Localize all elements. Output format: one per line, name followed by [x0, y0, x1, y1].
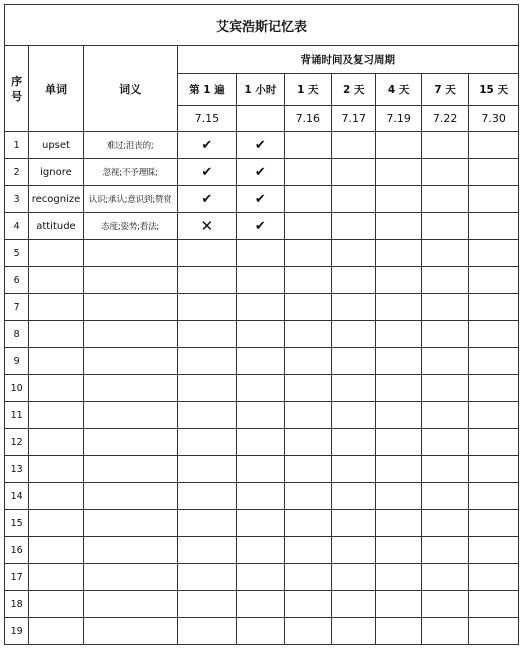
mark-cell[interactable] — [284, 618, 331, 645]
date-cell-1hour[interactable] — [237, 106, 284, 132]
mark-cell[interactable] — [284, 537, 331, 564]
mark-cell[interactable] — [237, 591, 284, 618]
mark-cell[interactable] — [177, 618, 237, 645]
mark-cell[interactable] — [376, 510, 421, 537]
cross-mark-icon[interactable]: ✕ — [177, 213, 237, 240]
table-row — [5, 348, 519, 375]
mark-cell[interactable] — [237, 375, 284, 402]
definition-cell[interactable] — [83, 267, 177, 294]
mark-cell[interactable] — [237, 537, 284, 564]
mark-cell[interactable] — [421, 159, 468, 186]
mark-cell[interactable] — [421, 510, 468, 537]
word-cell[interactable] — [29, 240, 84, 267]
mark-cell[interactable] — [332, 483, 376, 510]
mark-cell[interactable] — [237, 402, 284, 429]
row-number: 16 — [5, 537, 29, 564]
mark-cell[interactable] — [332, 618, 376, 645]
table-row — [5, 267, 519, 294]
definition-cell[interactable] — [83, 294, 177, 321]
mark-cell[interactable] — [237, 267, 284, 294]
word-cell[interactable] — [29, 564, 84, 591]
mark-cell[interactable] — [376, 186, 421, 213]
mark-cell[interactable] — [284, 240, 331, 267]
mark-cell[interactable] — [421, 132, 468, 159]
row-number: 7 — [5, 294, 29, 321]
mark-cell[interactable] — [421, 240, 468, 267]
mark-cell[interactable] — [284, 510, 331, 537]
mark-cell[interactable] — [332, 294, 376, 321]
mark-cell[interactable] — [421, 618, 468, 645]
word-cell[interactable] — [29, 591, 84, 618]
mark-cell[interactable] — [284, 348, 331, 375]
mark-cell[interactable] — [284, 213, 331, 240]
memory-table — [4, 4, 519, 645]
mark-cell[interactable] — [332, 591, 376, 618]
word-cell[interactable]: ignore — [29, 159, 84, 186]
review-schedule-header: 背诵时间及复习周期 — [177, 46, 518, 74]
mark-cell[interactable] — [332, 429, 376, 456]
mark-cell[interactable] — [376, 402, 421, 429]
row-number: 4 — [5, 213, 29, 240]
mark-cell[interactable] — [237, 429, 284, 456]
definition-cell[interactable] — [83, 348, 177, 375]
mark-cell[interactable] — [421, 213, 468, 240]
period-header-4days: 4 天 — [376, 74, 421, 106]
seq-header-char-1: 序 — [11, 74, 23, 88]
check-mark-icon[interactable]: ✔ — [237, 132, 284, 159]
mark-cell[interactable] — [376, 564, 421, 591]
period-header-7days: 7 天 — [421, 74, 468, 106]
table-row — [5, 537, 519, 564]
word-cell[interactable] — [29, 267, 84, 294]
table-row — [5, 402, 519, 429]
row-number: 11 — [5, 402, 29, 429]
row-number: 8 — [5, 321, 29, 348]
mark-cell[interactable] — [284, 159, 331, 186]
mark-cell[interactable] — [284, 294, 331, 321]
check-mark-icon[interactable]: ✔ — [177, 186, 237, 213]
mark-cell[interactable] — [284, 132, 331, 159]
mark-cell[interactable] — [469, 402, 519, 429]
mark-cell[interactable] — [177, 240, 237, 267]
mark-cell[interactable] — [421, 321, 468, 348]
word-cell[interactable] — [29, 429, 84, 456]
table-row — [5, 159, 519, 186]
definition-cell[interactable] — [83, 564, 177, 591]
mark-cell[interactable] — [284, 375, 331, 402]
mark-cell[interactable] — [177, 429, 237, 456]
mark-cell[interactable] — [376, 213, 421, 240]
mark-cell[interactable] — [469, 240, 519, 267]
mark-cell[interactable] — [376, 375, 421, 402]
period-header-1hour: 1 小时 — [237, 74, 284, 106]
mark-cell[interactable] — [332, 321, 376, 348]
mark-cell[interactable] — [469, 591, 519, 618]
word-cell[interactable] — [29, 375, 84, 402]
row-number: 1 — [5, 132, 29, 159]
definition-cell[interactable] — [83, 510, 177, 537]
definition-cell[interactable] — [83, 240, 177, 267]
mark-cell[interactable] — [376, 267, 421, 294]
row-number: 15 — [5, 510, 29, 537]
row-number: 17 — [5, 564, 29, 591]
word-cell[interactable]: attitude — [29, 213, 84, 240]
mark-cell[interactable] — [376, 429, 421, 456]
word-cell[interactable]: upset — [29, 132, 84, 159]
word-cell[interactable] — [29, 483, 84, 510]
mark-cell[interactable] — [469, 159, 519, 186]
table-row — [5, 564, 519, 591]
mark-cell[interactable] — [237, 564, 284, 591]
mark-cell[interactable] — [421, 591, 468, 618]
mark-cell[interactable] — [376, 321, 421, 348]
table-row — [5, 294, 519, 321]
mark-cell[interactable] — [237, 294, 284, 321]
table-row — [5, 186, 519, 213]
word-cell[interactable] — [29, 537, 84, 564]
period-header-first: 第 1 遍 — [177, 74, 237, 106]
table-row — [5, 618, 519, 645]
mark-cell[interactable] — [332, 348, 376, 375]
definition-cell[interactable]: 难过;沮丧的; — [83, 132, 177, 159]
mark-cell[interactable] — [376, 483, 421, 510]
mark-cell[interactable] — [177, 321, 237, 348]
row-number: 12 — [5, 429, 29, 456]
mark-cell[interactable] — [469, 618, 519, 645]
mark-cell[interactable] — [284, 456, 331, 483]
table-row — [5, 456, 519, 483]
mark-cell[interactable] — [376, 132, 421, 159]
mark-cell[interactable] — [332, 213, 376, 240]
date-cell-4days[interactable]: 7.19 — [376, 106, 421, 132]
mark-cell[interactable] — [469, 564, 519, 591]
mark-cell[interactable] — [177, 294, 237, 321]
period-header-2days: 2 天 — [332, 74, 376, 106]
table-row — [5, 213, 519, 240]
word-cell[interactable] — [29, 456, 84, 483]
word-cell[interactable] — [29, 321, 84, 348]
row-number: 3 — [5, 186, 29, 213]
date-cell-first[interactable]: 7.15 — [177, 106, 237, 132]
seq-header-char-2: 号 — [11, 89, 23, 103]
mark-cell[interactable] — [237, 510, 284, 537]
definition-cell[interactable]: 认识;承认;意识到;赞赏 — [83, 186, 177, 213]
word-header: 单词 — [29, 46, 84, 132]
word-cell[interactable] — [29, 294, 84, 321]
word-cell[interactable] — [29, 618, 84, 645]
date-cell-7days[interactable]: 7.22 — [421, 106, 468, 132]
row-number: 13 — [5, 456, 29, 483]
mark-cell[interactable] — [332, 132, 376, 159]
table-row — [5, 321, 519, 348]
period-header-15days: 15 天 — [469, 74, 519, 106]
seq-header — [5, 46, 29, 132]
date-cell-1day[interactable]: 7.16 — [284, 106, 331, 132]
mark-cell[interactable] — [237, 483, 284, 510]
mark-cell[interactable] — [284, 402, 331, 429]
mark-cell[interactable] — [237, 321, 284, 348]
mark-cell[interactable] — [376, 591, 421, 618]
mark-cell[interactable] — [421, 564, 468, 591]
mark-cell[interactable] — [284, 483, 331, 510]
definition-cell[interactable] — [83, 375, 177, 402]
row-number: 19 — [5, 618, 29, 645]
row-number: 2 — [5, 159, 29, 186]
mark-cell[interactable] — [469, 321, 519, 348]
mark-cell[interactable] — [332, 402, 376, 429]
mark-cell[interactable] — [237, 456, 284, 483]
mark-cell[interactable] — [469, 267, 519, 294]
check-mark-icon[interactable]: ✔ — [177, 132, 237, 159]
mark-cell[interactable] — [177, 537, 237, 564]
mark-cell[interactable] — [332, 537, 376, 564]
definition-cell[interactable] — [83, 321, 177, 348]
mark-cell[interactable] — [469, 510, 519, 537]
mark-cell[interactable] — [469, 294, 519, 321]
definition-cell[interactable] — [83, 456, 177, 483]
row-number: 6 — [5, 267, 29, 294]
mark-cell[interactable] — [177, 402, 237, 429]
mark-cell[interactable] — [469, 375, 519, 402]
date-cell-15days[interactable]: 7.30 — [469, 106, 519, 132]
mark-cell[interactable] — [421, 402, 468, 429]
mark-cell[interactable] — [376, 537, 421, 564]
mark-cell[interactable] — [421, 294, 468, 321]
mark-cell[interactable] — [376, 456, 421, 483]
mark-cell[interactable] — [284, 186, 331, 213]
mark-cell[interactable] — [376, 618, 421, 645]
table-row — [5, 429, 519, 456]
mark-cell[interactable] — [237, 348, 284, 375]
mark-cell[interactable] — [421, 456, 468, 483]
table-title: 艾宾浩斯记忆表 — [5, 5, 519, 46]
mark-cell[interactable] — [177, 483, 237, 510]
mark-cell[interactable] — [332, 159, 376, 186]
table-row — [5, 483, 519, 510]
mark-cell[interactable] — [284, 429, 331, 456]
table-row — [5, 591, 519, 618]
mark-cell[interactable] — [469, 456, 519, 483]
table-row — [5, 510, 519, 537]
mark-cell[interactable] — [177, 564, 237, 591]
table-row — [5, 375, 519, 402]
mark-cell[interactable] — [177, 375, 237, 402]
definition-cell[interactable] — [83, 537, 177, 564]
mark-cell[interactable] — [332, 510, 376, 537]
row-number: 9 — [5, 348, 29, 375]
word-cell[interactable]: recognize — [29, 186, 84, 213]
mark-cell[interactable] — [332, 375, 376, 402]
definition-cell[interactable] — [83, 483, 177, 510]
mark-cell[interactable] — [469, 483, 519, 510]
row-number: 14 — [5, 483, 29, 510]
mark-cell[interactable] — [237, 240, 284, 267]
mark-cell[interactable] — [421, 537, 468, 564]
table-row — [5, 132, 519, 159]
definition-cell[interactable] — [83, 618, 177, 645]
definition-cell[interactable]: 态度;姿势;看法; — [83, 213, 177, 240]
mark-cell[interactable] — [332, 240, 376, 267]
mark-cell[interactable] — [177, 591, 237, 618]
date-cell-2days[interactable]: 7.17 — [332, 106, 376, 132]
mark-cell[interactable] — [421, 348, 468, 375]
mark-cell[interactable] — [421, 267, 468, 294]
definition-cell[interactable] — [83, 402, 177, 429]
mark-cell[interactable] — [177, 456, 237, 483]
mark-cell[interactable] — [421, 429, 468, 456]
check-mark-icon[interactable]: ✔ — [237, 186, 284, 213]
definition-cell[interactable] — [83, 429, 177, 456]
mark-cell[interactable] — [284, 564, 331, 591]
check-mark-icon[interactable]: ✔ — [237, 159, 284, 186]
definition-cell[interactable]: 忽视;不予理睬; — [83, 159, 177, 186]
mark-cell[interactable] — [177, 510, 237, 537]
mark-cell[interactable] — [237, 618, 284, 645]
mark-cell[interactable] — [332, 267, 376, 294]
check-mark-icon[interactable]: ✔ — [237, 213, 284, 240]
mark-cell[interactable] — [177, 267, 237, 294]
mark-cell[interactable] — [469, 348, 519, 375]
word-cell[interactable] — [29, 348, 84, 375]
mark-cell[interactable] — [421, 375, 468, 402]
mark-cell[interactable] — [469, 132, 519, 159]
row-number: 10 — [5, 375, 29, 402]
mark-cell[interactable] — [376, 240, 421, 267]
mark-cell[interactable] — [376, 348, 421, 375]
mark-cell[interactable] — [376, 159, 421, 186]
row-number: 18 — [5, 591, 29, 618]
table-row — [5, 240, 519, 267]
definition-header: 词义 — [83, 46, 177, 132]
mark-cell[interactable] — [421, 186, 468, 213]
check-mark-icon[interactable]: ✔ — [177, 159, 237, 186]
mark-cell[interactable] — [332, 456, 376, 483]
row-number: 5 — [5, 240, 29, 267]
mark-cell[interactable] — [421, 483, 468, 510]
word-rows — [5, 132, 519, 645]
word-cell[interactable] — [29, 510, 84, 537]
mark-cell[interactable] — [177, 348, 237, 375]
definition-cell[interactable] — [83, 591, 177, 618]
mark-cell[interactable] — [469, 213, 519, 240]
mark-cell[interactable] — [332, 186, 376, 213]
mark-cell[interactable] — [469, 429, 519, 456]
mark-cell[interactable] — [284, 591, 331, 618]
mark-cell[interactable] — [376, 294, 421, 321]
mark-cell[interactable] — [469, 537, 519, 564]
mark-cell[interactable] — [284, 321, 331, 348]
mark-cell[interactable] — [284, 267, 331, 294]
word-cell[interactable] — [29, 402, 84, 429]
mark-cell[interactable] — [469, 186, 519, 213]
period-header-1day: 1 天 — [284, 74, 331, 106]
mark-cell[interactable] — [332, 564, 376, 591]
